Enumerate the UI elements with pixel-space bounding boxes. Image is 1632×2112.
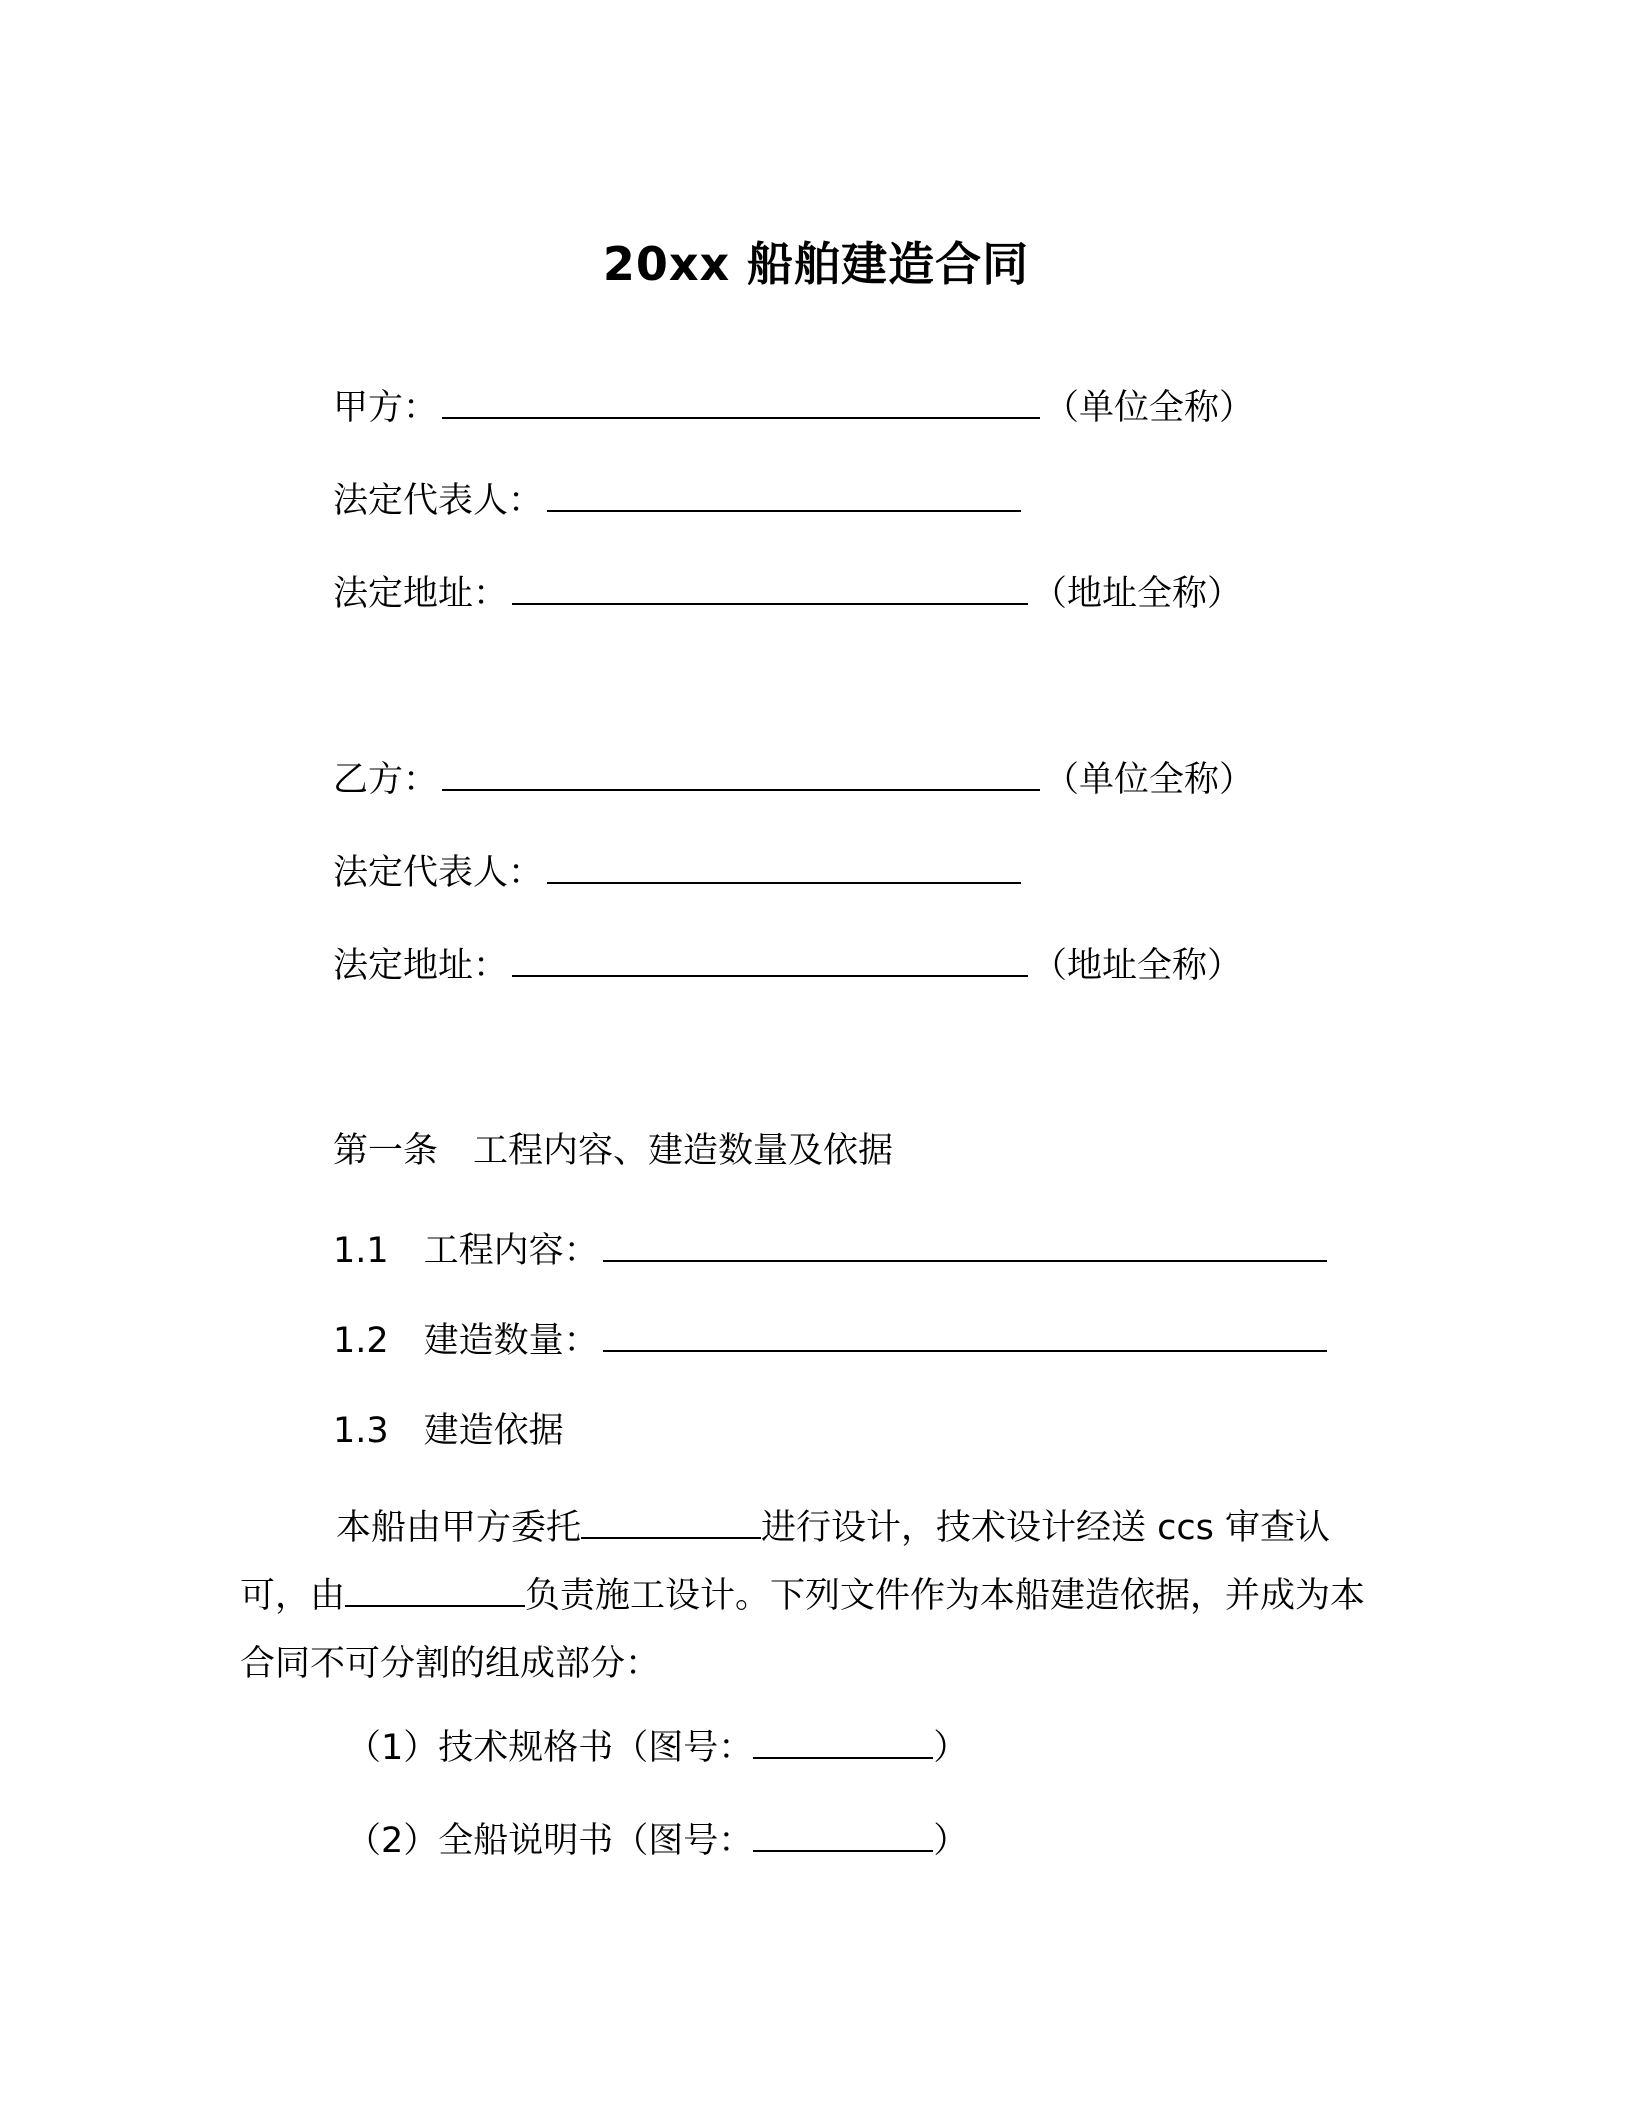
party-a-name-blank[interactable]	[442, 383, 1040, 419]
party-b-name-label: 乙方：	[333, 760, 439, 800]
party-b-name-line	[333, 755, 1254, 805]
doc-1-line	[346, 1723, 968, 1773]
doc-2-drawing-number-blank[interactable]	[753, 1816, 933, 1852]
item-1-1-line	[333, 1226, 1331, 1276]
item-1-2-blank[interactable]	[603, 1316, 1327, 1352]
para-part3: 负责施工设计。下列文件作为本船建造依据，并成为本合同不可分割的组成部分：	[240, 1576, 1366, 1684]
party-b-addr-label: 法定地址：	[333, 946, 509, 986]
party-a-addr-label: 法定地址：	[333, 574, 509, 614]
party-a-addr-line	[333, 569, 1242, 619]
party-b-rep-blank[interactable]	[547, 848, 1021, 884]
item-1-2-label: 1.2 建造数量：	[333, 1321, 599, 1361]
doc-2-close: ）	[933, 1821, 969, 1861]
party-b-name-note: （单位全称）	[1044, 760, 1255, 800]
party-a-name-note: （单位全称）	[1044, 388, 1255, 428]
doc-1-label: （1）技术规格书（图号：	[346, 1728, 754, 1768]
item-1-1-blank[interactable]	[603, 1226, 1327, 1262]
party-b-rep-label: 法定代表人：	[333, 853, 544, 893]
party-b-rep-line	[333, 848, 1025, 898]
item-1-2-line	[333, 1316, 1331, 1366]
article-1-heading: 第一条 工程内容、建造数量及依据	[333, 1131, 894, 1171]
party-a-rep-blank[interactable]	[547, 476, 1021, 512]
doc-1-close: ）	[933, 1728, 969, 1768]
para-part1: 本船由甲方委托	[336, 1508, 582, 1548]
designer-blank[interactable]	[581, 1503, 761, 1539]
page-title: 20xx 船舶建造合同	[602, 237, 1030, 291]
party-a-rep-label: 法定代表人：	[333, 481, 544, 521]
para-part2: 进行设计，技术设计经送 ccs 审查认可，由	[240, 1508, 1330, 1616]
party-a-rep-line	[333, 476, 1025, 526]
party-b-addr-blank[interactable]	[512, 941, 1028, 977]
item-1-3-line: 1.3 建造依据	[333, 1411, 564, 1451]
doc-2-label: （2）全船说明书（图号：	[346, 1821, 754, 1861]
construction-designer-blank[interactable]	[345, 1571, 525, 1607]
party-b-addr-note: （地址全称）	[1032, 946, 1243, 986]
party-a-name-line	[333, 383, 1254, 433]
item-1-1-label: 1.1 工程内容：	[333, 1231, 599, 1271]
party-a-name-label: 甲方：	[333, 388, 439, 428]
party-a-addr-note: （地址全称）	[1032, 574, 1243, 614]
article-1-paragraph	[240, 1494, 1390, 1698]
doc-2-line	[346, 1816, 968, 1866]
party-b-addr-line	[333, 941, 1242, 991]
doc-1-drawing-number-blank[interactable]	[753, 1723, 933, 1759]
party-b-name-blank[interactable]	[442, 755, 1040, 791]
party-a-addr-blank[interactable]	[512, 569, 1028, 605]
